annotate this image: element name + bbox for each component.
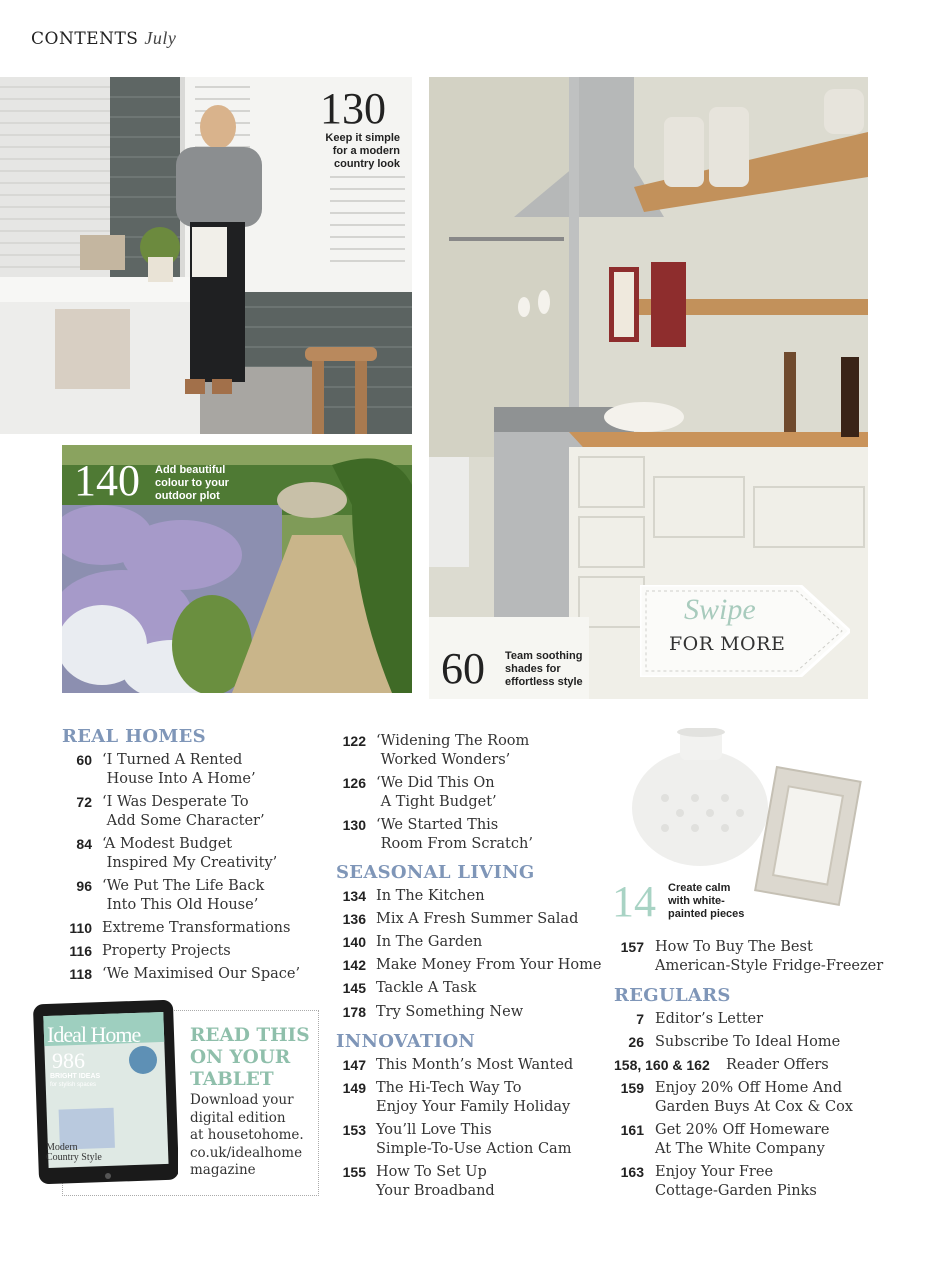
swipe-script-text: Swipe — [684, 593, 756, 626]
toc-title: Editor’s Letter — [655, 1011, 764, 1027]
toc-title: ‘A Modest Budget Inspired My Creativity’ — [102, 836, 278, 871]
toc-title: This Month’s Most Wanted — [376, 1057, 574, 1073]
feature-number-14: 14 — [612, 877, 656, 926]
toc-page-number: 178 — [342, 1004, 366, 1020]
issue-month: July — [144, 28, 177, 48]
toc-page-number: 126 — [342, 775, 366, 791]
toc-page-number: 122 — [342, 733, 366, 749]
tablet-cover-masthead: Ideal Home — [47, 1022, 141, 1047]
toc-page-number: 84 — [76, 836, 92, 852]
toc-title: Enjoy 20% Off Home And Garden Buys At Cox & Cox — [655, 1080, 853, 1115]
tablet-cover-headline: BRIGHT IDEAS — [50, 1073, 101, 1080]
feature-number-140: 140 — [74, 456, 140, 505]
toc-title: How To Set Up Your Broadband — [376, 1164, 495, 1199]
toc-page-number: 158, 160 & 162 — [614, 1057, 710, 1073]
toc-title: In The Kitchen — [376, 888, 485, 904]
toc-title: Make Money From Your Home — [376, 957, 602, 973]
contents-label: CONTENTS — [31, 29, 139, 49]
toc-page-number: 153 — [342, 1122, 366, 1138]
toc-title: ‘We Put The Life Back Into This Old House’ — [102, 878, 265, 913]
toc-title: ‘I Turned A Rented House Into A Home’ — [102, 752, 256, 787]
toc-title: In The Garden — [376, 934, 483, 950]
toc-page-number: 60 — [76, 752, 92, 768]
toc-title: Try Something New — [376, 1004, 524, 1020]
toc-title: Extreme Transformations — [102, 920, 291, 936]
toc-title: Mix A Fresh Summer Salad — [376, 911, 579, 927]
toc-title: Property Projects — [102, 943, 231, 959]
toc-page-number: 136 — [342, 911, 366, 927]
toc-title: You’ll Love This Simple-To-Use Action Cam — [376, 1122, 572, 1157]
toc-title: ‘Widening The Room Worked Wonders’ — [376, 733, 530, 768]
toc-title: The Hi-Tech Way To Enjoy Your Family Holiday — [376, 1080, 571, 1115]
section-real-homes-title: REAL HOMES — [62, 726, 206, 747]
toc-title: How To Buy The Best American-Style Fridge-Freezer — [655, 939, 884, 974]
toc-page-number: 72 — [76, 794, 92, 810]
toc-title: Enjoy Your Free Cottage-Garden Pinks — [655, 1164, 817, 1199]
toc-title: Reader Offers — [726, 1057, 829, 1073]
tablet-cover-footer: Modern Country Style — [46, 1142, 102, 1163]
section-innovation-title: INNOVATION — [336, 1031, 476, 1052]
page-header — [31, 28, 176, 49]
toc-title: ‘We Maximised Our Space’ — [102, 966, 301, 982]
feature-caption-60: Team soothing shades for effortless style — [505, 650, 583, 688]
vase-and-frame-image — [625, 728, 875, 913]
toc-page-number: 145 — [342, 980, 366, 996]
feature-number-60: 60 — [441, 644, 485, 693]
toc-page-number: 159 — [620, 1080, 644, 1096]
swipe-for-more-text: FOR MORE — [669, 633, 786, 655]
toc-page-number: 118 — [69, 966, 92, 982]
feature-caption-14: Create calm with white- painted pieces — [668, 882, 745, 920]
tablet-promo-body[interactable]: Download your digital edition at housetohome. co.uk/idealhome magazine — [190, 1092, 304, 1178]
toc-page-number: 110 — [69, 920, 92, 936]
toc-page-number: 147 — [342, 1057, 366, 1073]
toc-page-number: 130 — [342, 817, 366, 833]
swipe-for-more-banner[interactable] — [640, 585, 850, 677]
feature-caption-140: Add beautiful colour to your outdoor plot — [155, 464, 229, 502]
toc-page-number: 149 — [342, 1080, 366, 1096]
toc-page-number: 7 — [636, 1011, 644, 1027]
toc-title: ‘We Started This Room From Scratch’ — [376, 817, 533, 852]
section-seasonal-living-title: SEASONAL LIVING — [336, 862, 535, 883]
feature-photo-bathroom[interactable] — [0, 77, 412, 434]
toc-page-number: 116 — [69, 943, 92, 959]
tablet-cover-number: 986 — [52, 1048, 85, 1073]
toc-page-number: 155 — [342, 1164, 366, 1180]
toc-page-number: 163 — [620, 1164, 644, 1180]
toc-title: ‘We Did This On A Tight Budget’ — [376, 775, 497, 810]
toc-title: ‘I Was Desperate To Add Some Character’ — [102, 794, 265, 829]
toc-title: Subscribe To Ideal Home — [655, 1034, 841, 1050]
feature-caption-130: Keep it simple for a modern country look — [325, 132, 400, 170]
toc-page-number: 134 — [342, 888, 366, 904]
toc-page-number: 161 — [620, 1122, 644, 1138]
feature-photo-garden[interactable] — [62, 445, 412, 693]
section-regulars-title: REGULARS — [614, 985, 731, 1006]
tablet-cover-subline: for stylish spaces — [50, 1082, 97, 1088]
toc-page-number: 26 — [628, 1034, 644, 1050]
feature-number-130: 130 — [320, 84, 386, 133]
tablet-promo-title: READ THIS ON YOUR TABLET — [190, 1025, 310, 1090]
toc-title: Tackle A Task — [376, 980, 477, 996]
toc-page-number: 142 — [342, 957, 366, 973]
toc-page-number: 96 — [76, 878, 92, 894]
toc-page-number: 157 — [620, 939, 644, 955]
toc-title: Get 20% Off Homeware At The White Company — [655, 1122, 830, 1157]
toc-page-number: 140 — [342, 934, 366, 950]
